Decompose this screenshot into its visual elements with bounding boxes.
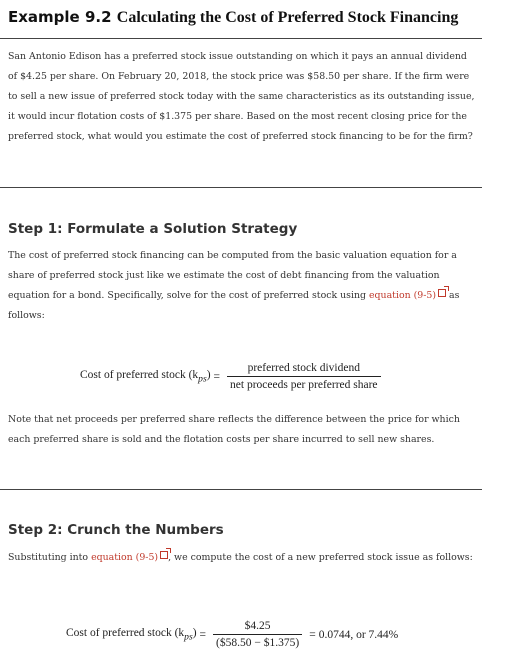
- problem-statement: San Antonio Edison has a preferred stock issue outstanding on which it pays an annual dividend of $4.25 per share. On February 20, 2018, the stock price was $58.50 per share. If the firm were to sell a new issue of preferred stock today with the same characteristics as its outstanding issue, it would incur flotation costs of $1.375 per share. Based on the most recent closing price for the preferred stock, what would you estimate the cost of preferred stock financing to be for the firm?: [8, 51, 475, 142]
- equation-lhs: Cost of preferred stock $(k_{ps})$: [80, 368, 211, 385]
- equation-link[interactable]: equation (9-5): [369, 290, 437, 301]
- step2-equation: [66, 620, 398, 649]
- step1-heading: Step 1: Formulate a Solution Strategy: [8, 221, 298, 237]
- divider: [0, 38, 482, 39]
- numerator: $4.25: [244, 620, 271, 632]
- external-link-icon[interactable]: [438, 289, 446, 297]
- example-title: [8, 8, 458, 27]
- step1-text-part: The cost of preferred stock financing can be computed from the basic valuation equation for a share of preferred stock just like we estimate the cost of debt financing from the valuation equation for a bond. Specifically, solve for the cost of preferred stock using: [8, 250, 457, 301]
- equals-sign: =: [309, 628, 316, 641]
- equation-link[interactable]: equation (9-5): [91, 552, 159, 563]
- step2-text-part: , we compute the cost of a new preferred stock issue as follows:: [168, 552, 473, 563]
- step1-text: [8, 246, 478, 326]
- step2-heading: Step 2: Crunch the Numbers: [8, 522, 224, 538]
- denominator: net proceeds per preferred share: [227, 376, 381, 391]
- step1-equation: [80, 362, 385, 391]
- external-link-icon[interactable]: [160, 551, 168, 559]
- example-number: Example 9.2: [8, 8, 112, 26]
- numerator: preferred stock dividend: [247, 362, 360, 374]
- divider: [0, 489, 482, 490]
- equation-result: 0.0744, or 7.44%: [318, 628, 399, 641]
- fraction: [213, 620, 302, 649]
- example-title-text: Calculating the Cost of Preferred Stock Financing: [116, 9, 459, 26]
- equals-sign: =: [213, 370, 221, 383]
- denominator: ($58.50 − $1.375): [213, 634, 302, 649]
- step1-text-part: as follows:: [8, 290, 460, 321]
- fraction: [227, 362, 381, 391]
- step2-text-part: Substituting into: [8, 552, 92, 563]
- equation-lhs: Cost of preferred stock $(k_{ps})$: [66, 626, 197, 643]
- equals-sign: =: [199, 628, 207, 641]
- step2-text: [8, 548, 478, 568]
- step1-note: Note that net proceeds per preferred share reflects the difference between the price for which each preferred share is sold and the flotation costs per share incurred to sell new shares.: [8, 414, 460, 445]
- divider: [0, 187, 482, 188]
